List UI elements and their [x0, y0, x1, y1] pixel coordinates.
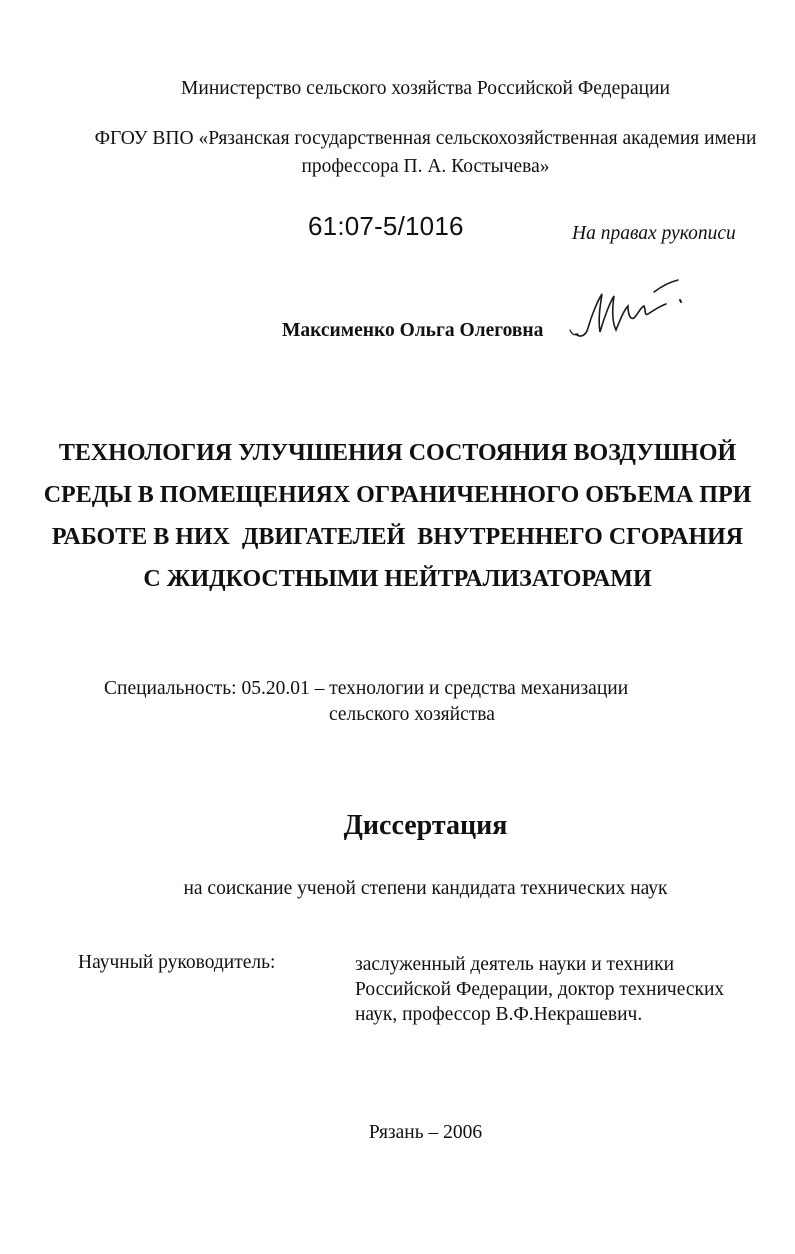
city-year: Рязань – 2006 — [368, 1122, 483, 1143]
institution-line-2: профессора П. А. Костычева» — [301, 156, 550, 177]
dissertation-title — [0, 432, 795, 600]
specialty-line-2: сельского хозяйства — [329, 704, 495, 725]
degree-line: на соискание ученой степени кандидата технических наук — [183, 878, 668, 899]
document-type: Диссертация — [343, 810, 508, 841]
supervisor-label: Научный руководитель: — [78, 952, 276, 973]
institution-line-1: ФГОУ ВПО «Рязанская государственная сельскохозяйственная академия имени — [94, 128, 757, 149]
title-line-4: С ЖИДКОСТНЫМИ НЕЙТРАЛИЗАТОРАМИ — [143, 566, 652, 592]
specialty-line-1: Специальность: 05.20.01 – технологии и средства механизации — [104, 678, 629, 699]
author-name: Максименко Ольга Олеговна — [282, 320, 544, 341]
supervisor-details — [355, 952, 724, 1027]
title-line-3: РАБОТЕ В НИХ ДВИГАТЕЛЕЙ ВНУТРЕННЕГО СГОРАНИЯ — [51, 524, 744, 550]
signature-image — [568, 272, 698, 350]
supervisor-line-3: наук, профессор В.Ф.Некрашевич. — [355, 1004, 643, 1025]
manuscript-note: На правах рукописи — [572, 223, 736, 244]
supervisor-line-2: Российской Федерации, доктор технических — [355, 979, 725, 1000]
supervisor-line-1: заслуженный деятель науки и техники — [355, 954, 675, 975]
title-line-2: СРЕДЫ В ПОМЕЩЕНИЯХ ОГРАНИЧЕННОГО ОБЪЕМА ПРИ — [43, 482, 752, 508]
title-line-1: ТЕХНОЛОГИЯ УЛУЧШЕНИЯ СОСТОЯНИЯ ВОЗДУШНОЙ — [58, 440, 737, 466]
catalog-code: 61:07-5/1016 — [308, 211, 464, 241]
ministry-heading: Министерство сельского хозяйства Российской Федерации — [181, 78, 670, 99]
